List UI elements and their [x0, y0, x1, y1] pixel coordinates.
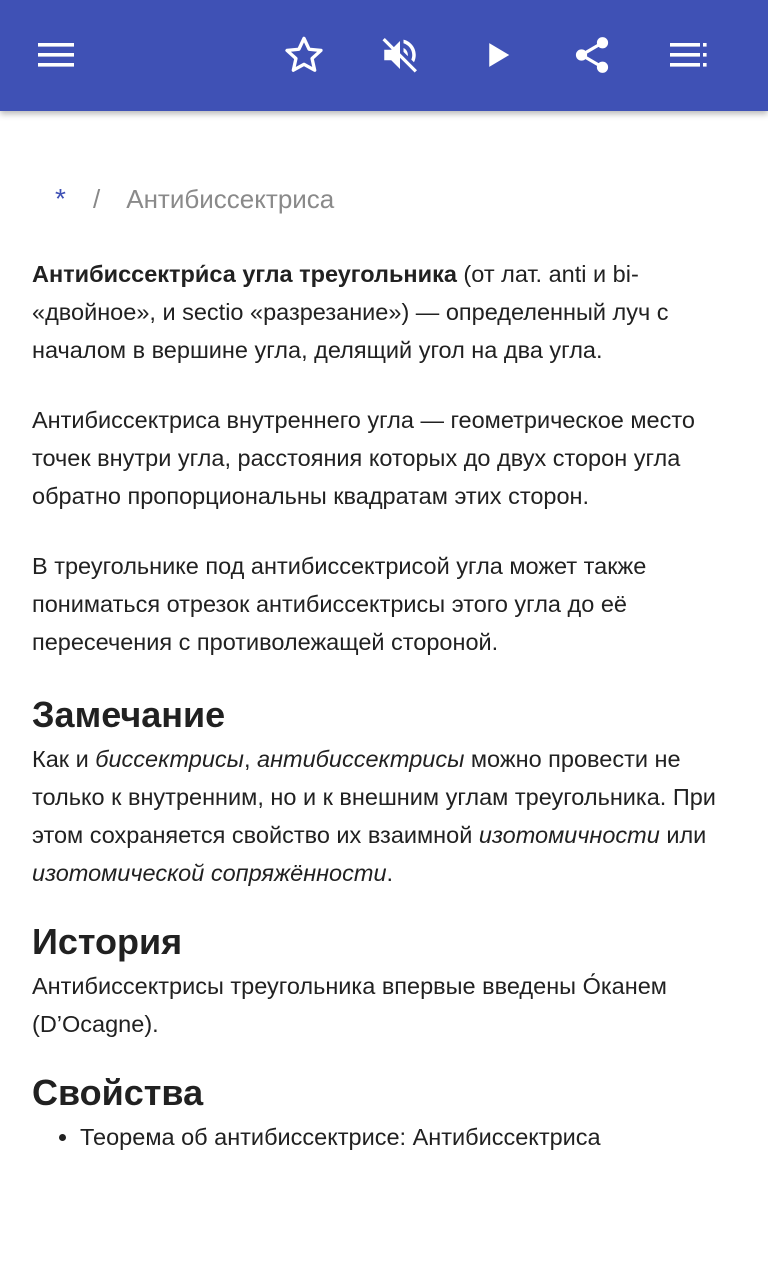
intro-text: (от лат. anti и bi- «двойное», и sectio «разрезание») — определенный луч с началом в вершине угла, делящий угол на два угла.: [32, 261, 669, 363]
volume-off-icon: [379, 34, 421, 76]
history-paragraph: Антибиссектрисы треугольника впервые введены О́канем (D’Ocagne).: [32, 973, 667, 1037]
app-bar: [0, 0, 768, 111]
link-isotomic-conjugacy[interactable]: изотомической сопряжённости: [32, 860, 387, 886]
text: ,: [243, 746, 258, 772]
text: Как и: [32, 746, 96, 772]
play-button[interactable]: [470, 27, 526, 83]
properties-list: [32, 1118, 736, 1156]
section-heading-remark: Замечание: [32, 694, 226, 735]
breadcrumb-separator: /: [93, 184, 101, 214]
intro-paragraph: [32, 255, 736, 369]
list-item: • Теорема об антибиссектрисе: Антибиссектриса: [80, 1118, 736, 1156]
remark-paragraph: [32, 740, 736, 892]
play-icon: [483, 40, 513, 70]
list-icon: [668, 42, 708, 68]
mute-button[interactable]: [372, 27, 428, 83]
breadcrumb-home-link[interactable]: *: [55, 183, 66, 214]
section-heading-properties: Свойства: [32, 1072, 204, 1113]
star-outline-icon: [283, 34, 325, 76]
text: можно провести не только к внутренним, но и к внешним углам треугольника. При этом сохраняется свойство их взаимной: [32, 746, 716, 848]
link-bisectors[interactable]: биссектрисы: [95, 746, 244, 772]
paragraph: Антибиссектриса внутреннего угла — геометрическое место точек внутри угла, расстояния которых до двух сторон угла обратно пропорциональны квадратам этих сторон.: [32, 407, 695, 509]
table-of-contents-button[interactable]: [660, 27, 716, 83]
breadcrumb: [55, 183, 334, 215]
share-button[interactable]: [564, 27, 620, 83]
article-term: Антибиссектри́са угла треугольника: [32, 261, 457, 287]
paragraph: В треугольнике под антибиссектрисой угла может также пониматься отрезок антибиссектрисы этого угла до её пересечения с противолежащей стороной.: [32, 553, 647, 655]
share-icon: [571, 34, 613, 76]
article-content: [0, 111, 768, 1280]
section-heading-history: История: [32, 921, 183, 962]
text: или: [659, 822, 707, 848]
breadcrumb-current: Антибиссектриса: [126, 184, 335, 214]
favorite-button[interactable]: [276, 27, 332, 83]
link-antibisectors[interactable]: антибиссектрисы: [257, 746, 465, 772]
menu-icon: [36, 41, 76, 69]
article-body: [32, 255, 736, 1156]
text: .: [386, 860, 394, 886]
link-isotomicity[interactable]: изотомичности: [478, 822, 660, 848]
menu-button[interactable]: [28, 27, 84, 83]
